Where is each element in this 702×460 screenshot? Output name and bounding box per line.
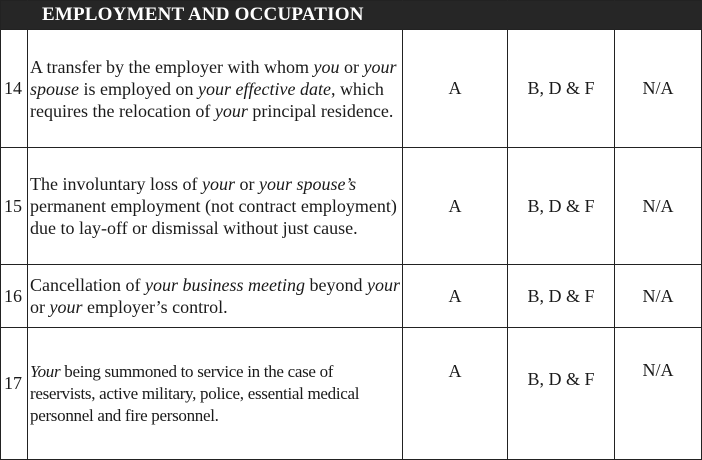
header-col-a	[403, 1, 508, 30]
row-col-b-value: B, D & F	[508, 148, 615, 265]
row-number: 14	[1, 30, 28, 148]
row-description	[28, 265, 403, 328]
description-text: or	[339, 56, 364, 77]
description-text: or	[234, 174, 259, 194]
row-col-a-value: A	[403, 265, 508, 328]
italic-term: you	[313, 56, 340, 77]
italic-term: your business meeting	[144, 275, 305, 295]
table-row	[1, 148, 702, 265]
table-row	[1, 265, 702, 328]
description-text: The involuntary loss of	[30, 174, 202, 194]
row-col-b-value: B, D & F	[508, 30, 615, 148]
header-col-c	[615, 1, 702, 30]
italic-term: your spouse’s	[258, 174, 357, 194]
description-text: A transfer by the employer with whom	[30, 56, 314, 77]
italic-term: your	[366, 275, 400, 295]
section-header-row	[1, 1, 702, 30]
section-title: EMPLOYMENT AND OCCUPATION	[28, 1, 403, 30]
row-col-c-value: N/A	[615, 30, 702, 148]
row-col-c-value: N/A	[615, 265, 702, 328]
description-text: , which requires the relocation of	[30, 78, 384, 121]
row-description	[28, 148, 403, 265]
header-col-b	[508, 1, 615, 30]
row-description	[28, 30, 403, 148]
row-col-b-value: B, D & F	[508, 265, 615, 328]
description-text: permanent employment (not contract employment) due to lay-off or dismissal without just cause.	[30, 196, 397, 238]
row-col-b-value: B, D & F	[508, 328, 615, 460]
description-text: beyond	[304, 275, 367, 295]
row-col-a-value: A	[403, 328, 508, 460]
row-number: 16	[1, 265, 28, 328]
description-text: employer’s control.	[82, 297, 228, 317]
italic-term: your spouse	[30, 56, 397, 99]
row-col-a-value: A	[403, 30, 508, 148]
row-description	[28, 328, 403, 460]
row-number: 17	[1, 328, 28, 460]
italic-term: your	[214, 100, 248, 121]
italic-term: your effective date	[198, 78, 331, 99]
row-col-c-value: N/A	[615, 148, 702, 265]
description-text: is employed on	[79, 78, 198, 99]
description-text: Cancellation of	[30, 275, 145, 295]
italic-term: your	[49, 297, 83, 317]
description-text: being summoned to service in the case of reservists, active military, police, essential medical personnel and fire personnel.	[30, 361, 360, 425]
description-text: or	[30, 297, 50, 317]
italic-term: your	[201, 174, 235, 194]
row-col-c-value: N/A	[615, 328, 702, 460]
table-row	[1, 30, 702, 148]
row-col-a-value: A	[403, 148, 508, 265]
row-number: 15	[1, 148, 28, 265]
table-row	[1, 328, 702, 460]
italic-term: Your	[30, 361, 61, 381]
header-number-cell	[1, 1, 28, 30]
description-text: principal residence.	[247, 100, 394, 121]
